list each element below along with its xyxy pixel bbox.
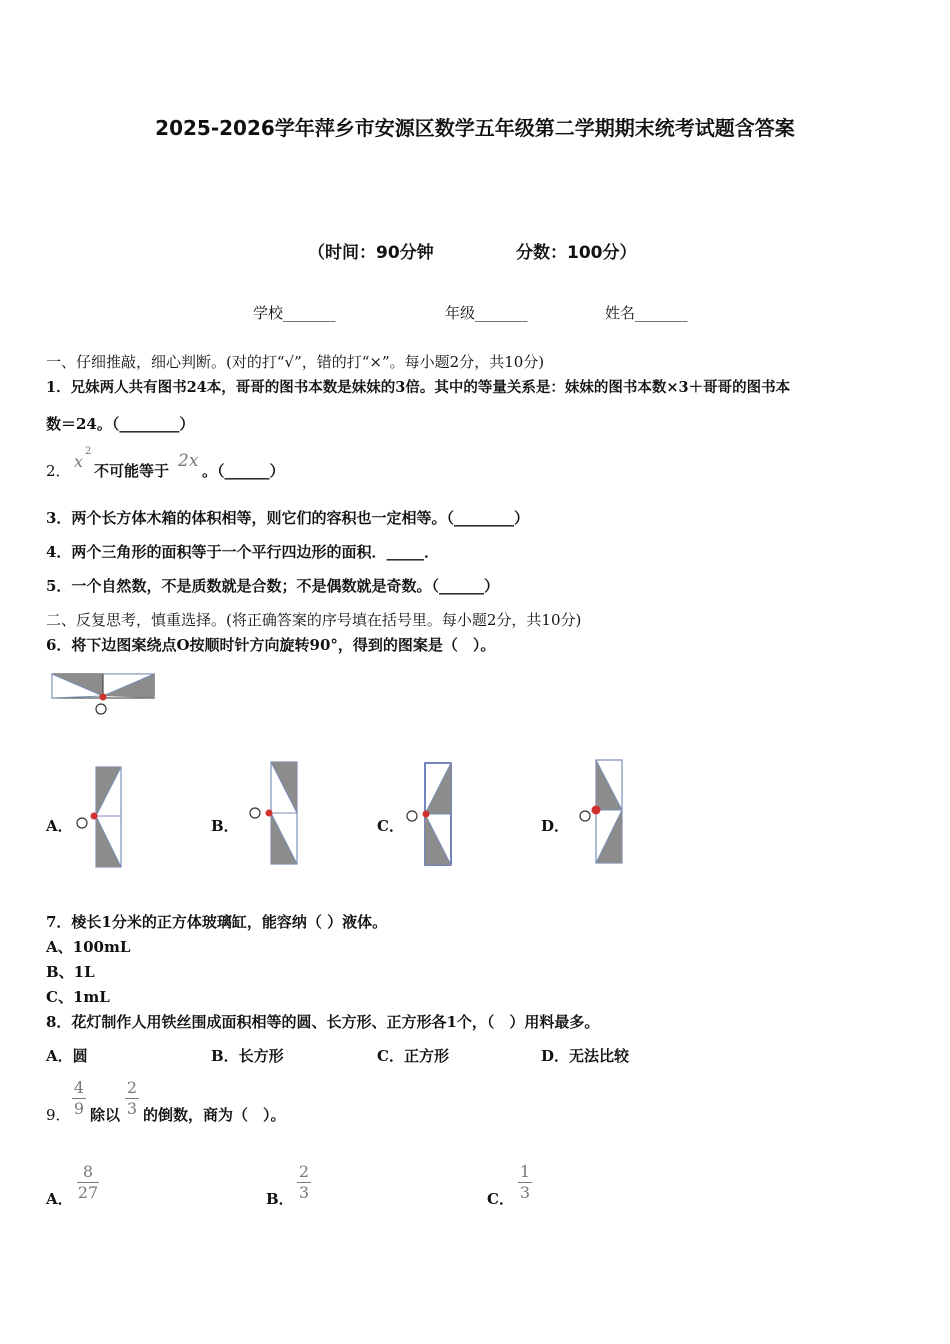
exam-time: （时间：90分钟 <box>308 243 434 263</box>
q7-option-c[interactable]: C、1mL <box>46 988 110 1006</box>
question-8: 8．花灯制作人用铁丝围成面积相等的圆、长方形、正方形各1个，（ ）用料最多。 <box>46 1013 600 1031</box>
question-2-exponent: 2 <box>85 446 92 457</box>
q8-option-a[interactable]: A．圆 <box>46 1047 88 1065</box>
q6-original-figure <box>50 672 158 716</box>
document-title: 2025-2026学年萍乡市安源区数学五年级第二学期期末统考试题含答案 <box>155 116 795 140</box>
q9-option-a-denominator: 27 <box>77 1183 99 1202</box>
q9-option-a-label: A． <box>46 1190 73 1208</box>
q9-option-c-label: C． <box>487 1190 514 1208</box>
question-9-number: 9． <box>46 1106 71 1124</box>
question-1-line1: 1．兄妹两人共有图书24本，哥哥的图书本数是妹妹的3倍。其中的等量关系是：妹妹的图书本数×3＋哥哥的图书本 <box>46 379 791 396</box>
q8-option-b[interactable]: B．长方形 <box>211 1047 284 1065</box>
section2-heading: 二、反复思考，慎重选择。(将正确答案的序号填在括号里。每小题2分，共10分) <box>46 611 582 629</box>
question-3: 3．两个长方体木箱的体积相等，则它们的容积也一定相等。（________） <box>46 509 529 527</box>
question-9-text: 的倒数，商为（ ）。 <box>143 1106 286 1124</box>
q9-frac2-numerator: 2 <box>126 1078 138 1097</box>
q9-option-b-label: B． <box>266 1190 294 1208</box>
grade-field: 年级_______ <box>445 304 528 322</box>
q9-fraction-two-thirds <box>125 1078 139 1119</box>
q7-option-b[interactable]: B、1L <box>46 963 95 981</box>
question-5: 5．一个自然数，不是质数就是合数；不是偶数就是奇数。（______） <box>46 577 499 595</box>
question-9-divide: 除以 <box>90 1106 121 1124</box>
q9-option-a-numerator: 8 <box>82 1162 94 1181</box>
question-4: 4．两个三角形的面积等于一个平行四边形的面积．_____． <box>46 543 439 561</box>
q9-option-b-denominator: 3 <box>298 1183 310 1202</box>
q9-option-b-fraction[interactable] <box>297 1162 311 1203</box>
question-2-text: 不可能等于 <box>94 462 170 480</box>
q9-option-b-numerator: 2 <box>298 1162 310 1181</box>
q6-option-a-label: A． <box>46 817 73 835</box>
q9-frac1-denominator: 9 <box>73 1099 85 1118</box>
q9-option-c-fraction[interactable] <box>518 1162 532 1203</box>
q6-option-b-label: B． <box>211 817 239 835</box>
name-field: 姓名_______ <box>605 304 688 322</box>
q9-option-a-fraction[interactable] <box>77 1162 99 1203</box>
q9-fraction-four-ninths <box>72 1078 86 1119</box>
section1-heading: 一、仔细推敲，细心判断。(对的打“√”，错的打“×”。每小题2分，共10分) <box>46 353 545 371</box>
q9-frac2-denominator: 3 <box>126 1099 138 1118</box>
q6-option-c-label: C． <box>377 817 404 835</box>
question-2-blank: 。（______） <box>202 462 285 480</box>
question-1-line2: 数＝24。（________） <box>46 415 195 433</box>
q8-option-c[interactable]: C．正方形 <box>377 1047 449 1065</box>
question-2-number: 2． <box>46 462 71 480</box>
q9-option-c-denominator: 3 <box>519 1183 531 1202</box>
exam-score: 分数：100分） <box>516 243 637 263</box>
q8-option-d[interactable]: D．无法比较 <box>541 1047 630 1065</box>
question-7: 7．棱长1分米的正方体玻璃缸，能容纳（ ）液体。 <box>46 913 388 931</box>
q6-option-b-figure[interactable] <box>247 760 303 868</box>
question-2-x: x <box>74 452 84 471</box>
q7-option-a[interactable]: A、100mL <box>46 938 131 956</box>
question-2-2x: 2x <box>178 451 199 471</box>
q9-option-c-numerator: 1 <box>519 1162 531 1181</box>
q6-option-a-figure[interactable] <box>74 765 126 871</box>
school-field: 学校_______ <box>253 304 336 322</box>
q9-frac1-numerator: 4 <box>73 1078 85 1097</box>
question-6: 6．将下边图案绕点O按顺时针方向旋转90°，得到的图案是（ ）。 <box>46 636 496 654</box>
q6-option-d-label: D． <box>541 817 570 835</box>
q6-option-d-figure[interactable] <box>575 758 627 866</box>
q6-option-c-figure[interactable] <box>404 761 456 869</box>
